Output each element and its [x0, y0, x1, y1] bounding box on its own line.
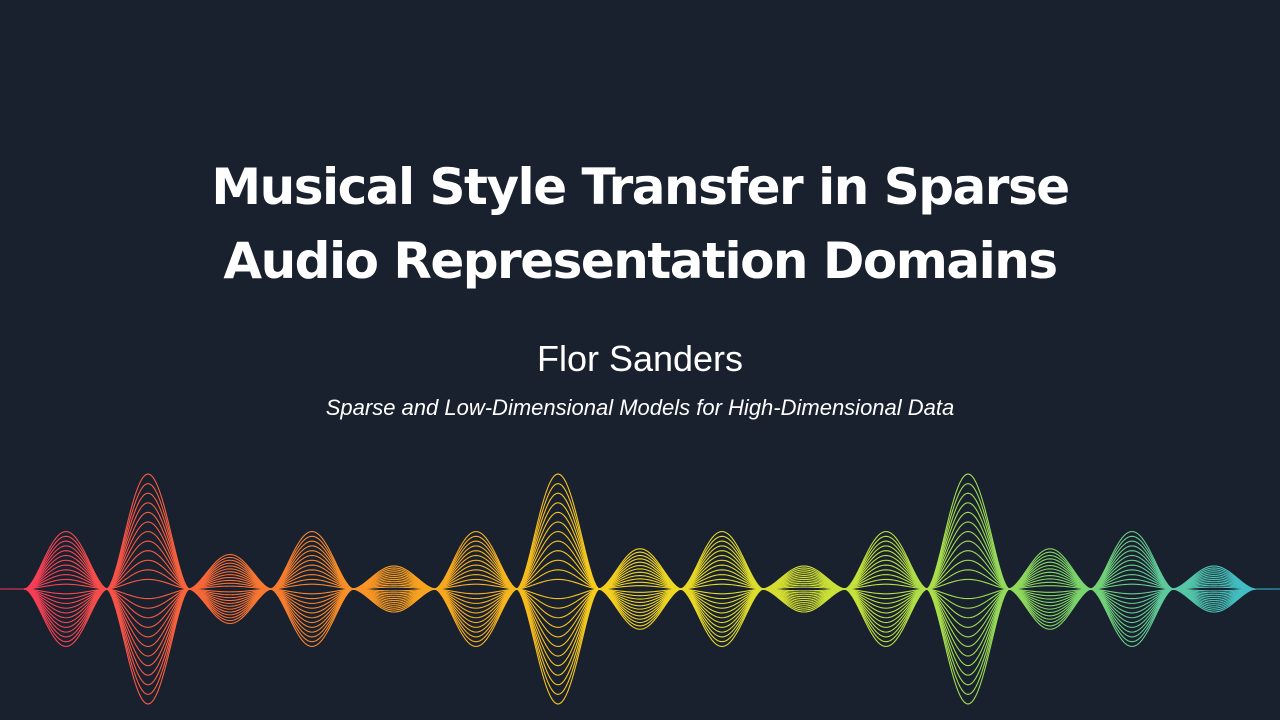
wave-line-up-11: [0, 484, 1280, 589]
author-name: Flor Sanders: [536, 338, 744, 379]
wave-line-up-8: [0, 512, 1280, 589]
wave-line-down-11: [0, 589, 1280, 694]
slide-title: [0, 150, 1280, 298]
wave-line-up-6: [0, 532, 1280, 590]
title-line-1: Musical Style Transfer in Sparse: [211, 158, 1069, 216]
title-line-2: Audio Representation Domains: [223, 232, 1057, 290]
wave-line-up-4: [0, 551, 1280, 589]
wave-line-down-8: [0, 589, 1280, 666]
wave-line-down-10: [0, 589, 1280, 685]
wave-line-down-3: [0, 589, 1280, 618]
wave-line-down-6: [0, 589, 1280, 647]
wave-line-down-4: [0, 589, 1280, 627]
course-subtitle: Sparse and Low-Dimensional Models for High-Dimensional Data: [325, 395, 955, 420]
wave-line-up-10: [0, 493, 1280, 589]
sound-wave-graphic: [0, 460, 1280, 720]
wave-line-up-3: [0, 560, 1280, 589]
